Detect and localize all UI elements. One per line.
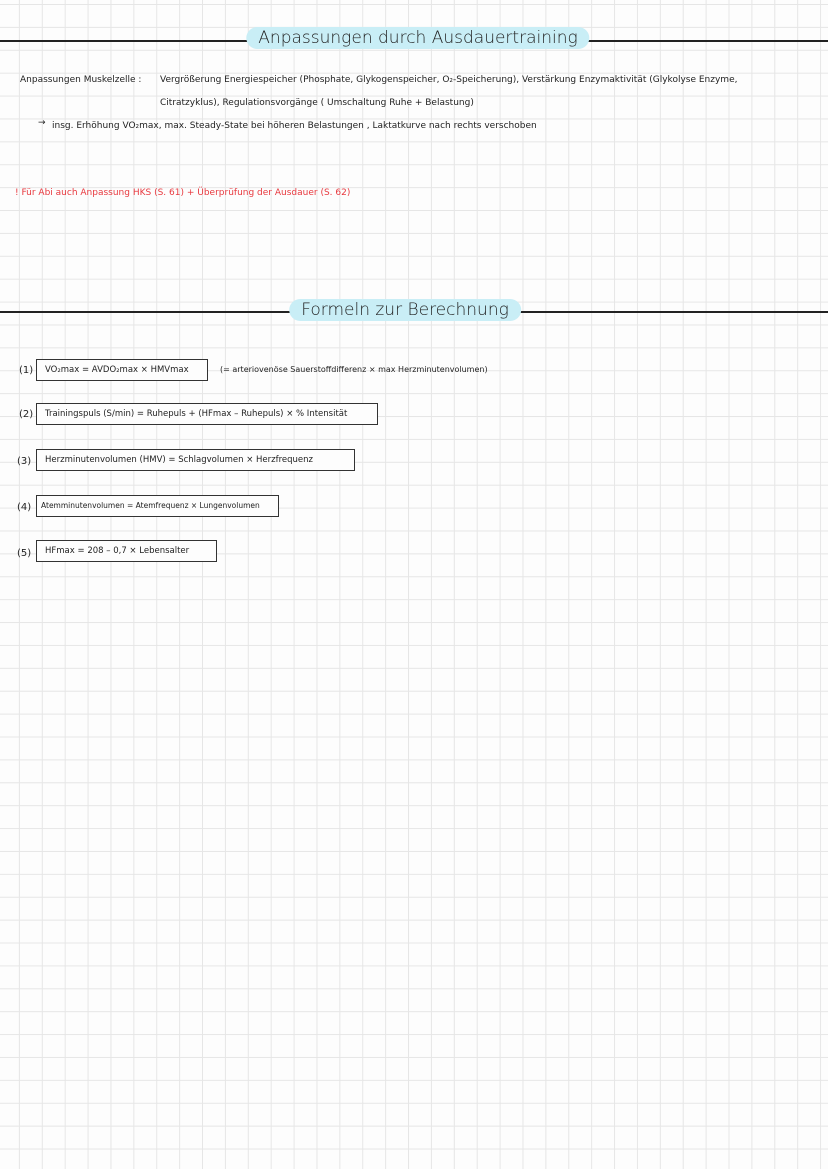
formula-number: (4) xyxy=(17,502,32,513)
formula-box: Atemminutenvolumen = Atemfrequenz × Lungenvolumen xyxy=(36,495,279,517)
formula-number: (3) xyxy=(17,456,32,467)
formula-note: (= arteriovenöse Sauerstoffdifferenz × max Herzminutenvolumen) xyxy=(220,365,488,374)
section-title-adaptations: Anpassungen durch Ausdauertraining xyxy=(246,27,589,49)
adaptation-summary: insg. Erhöhung VO₂max, max. Steady-State bei höheren Belastungen , Laktatkurve nach rechts verschoben xyxy=(52,121,537,131)
formula-box: Herzminutenvolumen (HMV) = Schlagvolumen × Herzfrequenz xyxy=(36,449,355,471)
exam-note: ! Für Abi auch Anpassung HKS (S. 61) + Überprüfung der Ausdauer (S. 62) xyxy=(15,188,351,198)
formula-number: (5) xyxy=(17,548,32,559)
formula-box: HFmax = 208 – 0,7 × Lebensalter xyxy=(36,540,217,562)
section-title-formulas: Formeln zur Berechnung xyxy=(289,299,521,321)
muscle-cell-label: Anpassungen Muskelzelle : xyxy=(20,75,142,85)
formula-box: VO₂max = AVDO₂max × HMVmax xyxy=(36,359,208,381)
formula-box: Trainingspuls (S/min) = Ruhepuls + (HFmax – Ruhepuls) × % Intensität xyxy=(36,403,378,425)
arrow-icon: → xyxy=(38,118,46,128)
formula-number: (1) xyxy=(19,365,34,376)
adaptation-line-1: Vergrößerung Energiespeicher (Phosphate, Glykogenspeicher, O₂-Speicherung), Verstärkung Enzymaktivität (Glykolyse Enzyme, xyxy=(160,75,738,85)
formula-number: (2) xyxy=(19,409,34,420)
adaptation-line-2: Citratzyklus), Regulationsvorgänge ( Umschaltung Ruhe + Belastung) xyxy=(160,98,474,108)
